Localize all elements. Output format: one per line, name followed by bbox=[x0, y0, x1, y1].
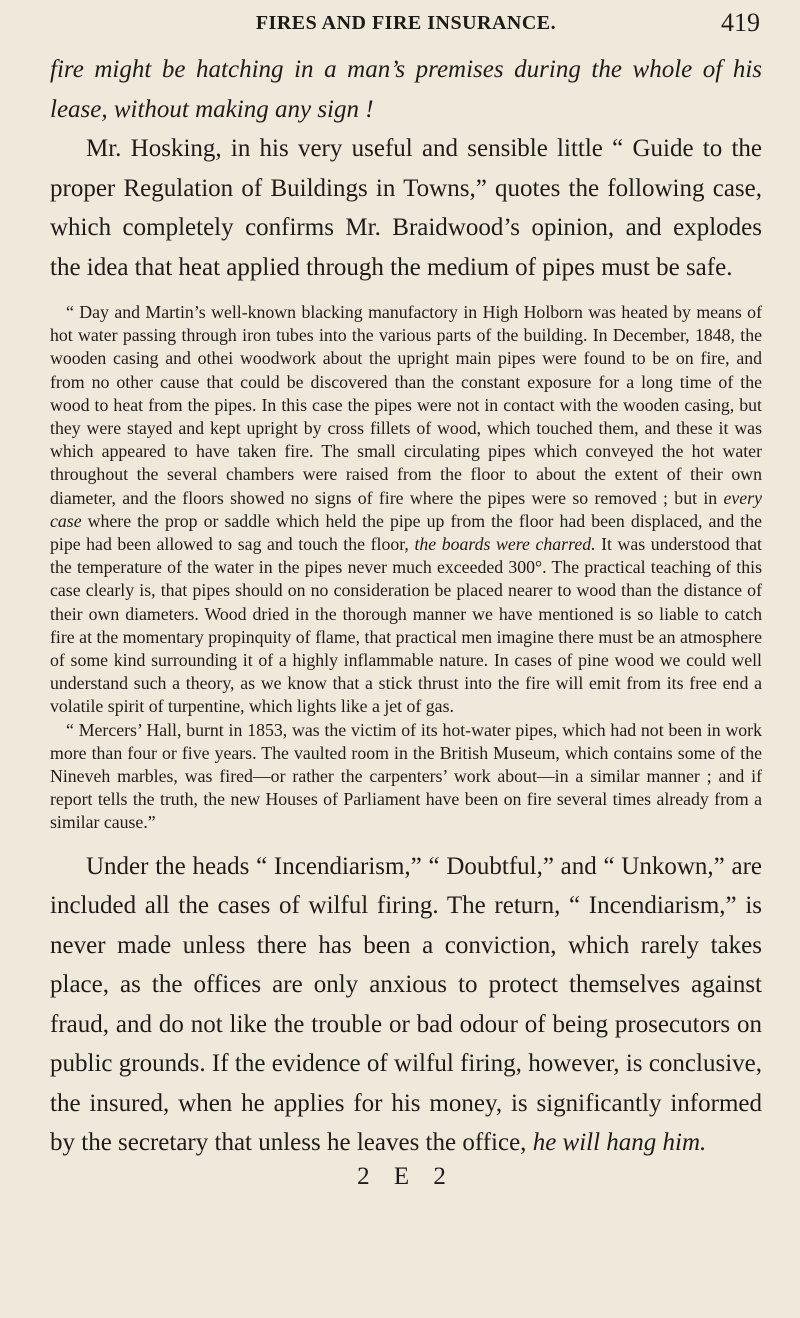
quote-day-and-martin bbox=[50, 301, 762, 719]
italic-text: the boards were charred. bbox=[414, 534, 596, 555]
paragraph-text: Under the heads “ Incendiarism,” “ Doubtful,” and “ Unkown,” are included all the cases of wilful firing. The return, “ Incendiarism,” is never made unless there has been a conviction, which rarely takes place, as the offices are only anxious to protect themselves against fraud, and do not like the trouble or bad odour of being prosecutors on public grounds. If the evidence of wilful firing, however, is conclusive, the insured, when he applies for his money, is significantly informed by the secretary that unless he leaves the office, bbox=[50, 852, 762, 1157]
book-page bbox=[50, 8, 762, 1191]
quote-mercers-hall: “ Mercers’ Hall, burnt in 1853, was the victim of its hot-water pipes, which had not been in work more than four or five years. The vaulted room in the British Museum, which contains some of the Nineveh marbles, was fired—or rather the carpenters’ work about—in a similar manner ; and if report tells the truth, the new Houses of Parliament have been on fire several times already from a similar cause.” bbox=[50, 719, 762, 833]
quote-text: where the prop or saddle which held the pipe up from the floor had been displaced, and the pipe had been allowed to sag and touch the floor, bbox=[50, 510, 762, 555]
italic-text: fire might be hatching in a man’s premises during the whole of his lease, without making any sign ! bbox=[50, 56, 762, 123]
paragraph-hosking: Mr. Hosking, in his very useful and sensible little “ Guide to the proper Regulation of Buildings in Towns,” quotes the following case, which completely confirms Mr. Braidwood’s opinion, and explodes the idea that heat applied through the medium of pipes must be safe. bbox=[50, 135, 762, 281]
signature-mark: 2 E 2 bbox=[357, 1162, 455, 1190]
italic-text: every case bbox=[50, 487, 762, 531]
italic-text: he will hang him. bbox=[532, 1129, 707, 1157]
paragraph-continuation bbox=[50, 50, 762, 129]
quote-text: “ Day and Martin’s well-known blacking manufactory in High Holborn was heated by means of hot water passing through iron tubes into the various parts of the building. In December, 1848, the wooden casing and othei woodwork about the upright main pipes were found to be on fire, and from no other cause that could be discovered than the constant exposure for a long time of the wood to heat from the pipes. In this case the pipes were not in contact with the wooden casing, but they were stayed and kept upright by cross fillets of wood, which touched them, and these it was which appeared to have taken fire. The small circulating pipes which conveyed the hot water throughout the several chambers were raised from the floor to about the extent of their own diameter, and the floors showed no signs of fire where the pipes were so removed ; but in bbox=[50, 302, 762, 508]
paragraph-incendiarism bbox=[50, 847, 762, 1163]
running-head: FIRES AND FIRE INSURANCE. bbox=[255, 12, 557, 34]
page-number: 419 bbox=[721, 8, 760, 37]
quote-text: It was understood that the temperature of the water in the pipes never much exceeded 300°. The practical teaching of this case clearly is, that pipes should on no consideration be placed nearer to wood than the distance of their own diameters. Wood dried in the thorough manner we have mentioned is so liable to catch fire at the momentary propinquity of flame, that practical men imagine there must be an atmosphere of some kind surrounding it of a highly inflammable nature. In cases of pine wood we could well understand such a theory, as we know that a stick thrust into the fire will emit from its free end a volatile spirit of turpentine, which lights like a jet of gas. bbox=[50, 534, 762, 717]
page-header bbox=[50, 8, 762, 50]
